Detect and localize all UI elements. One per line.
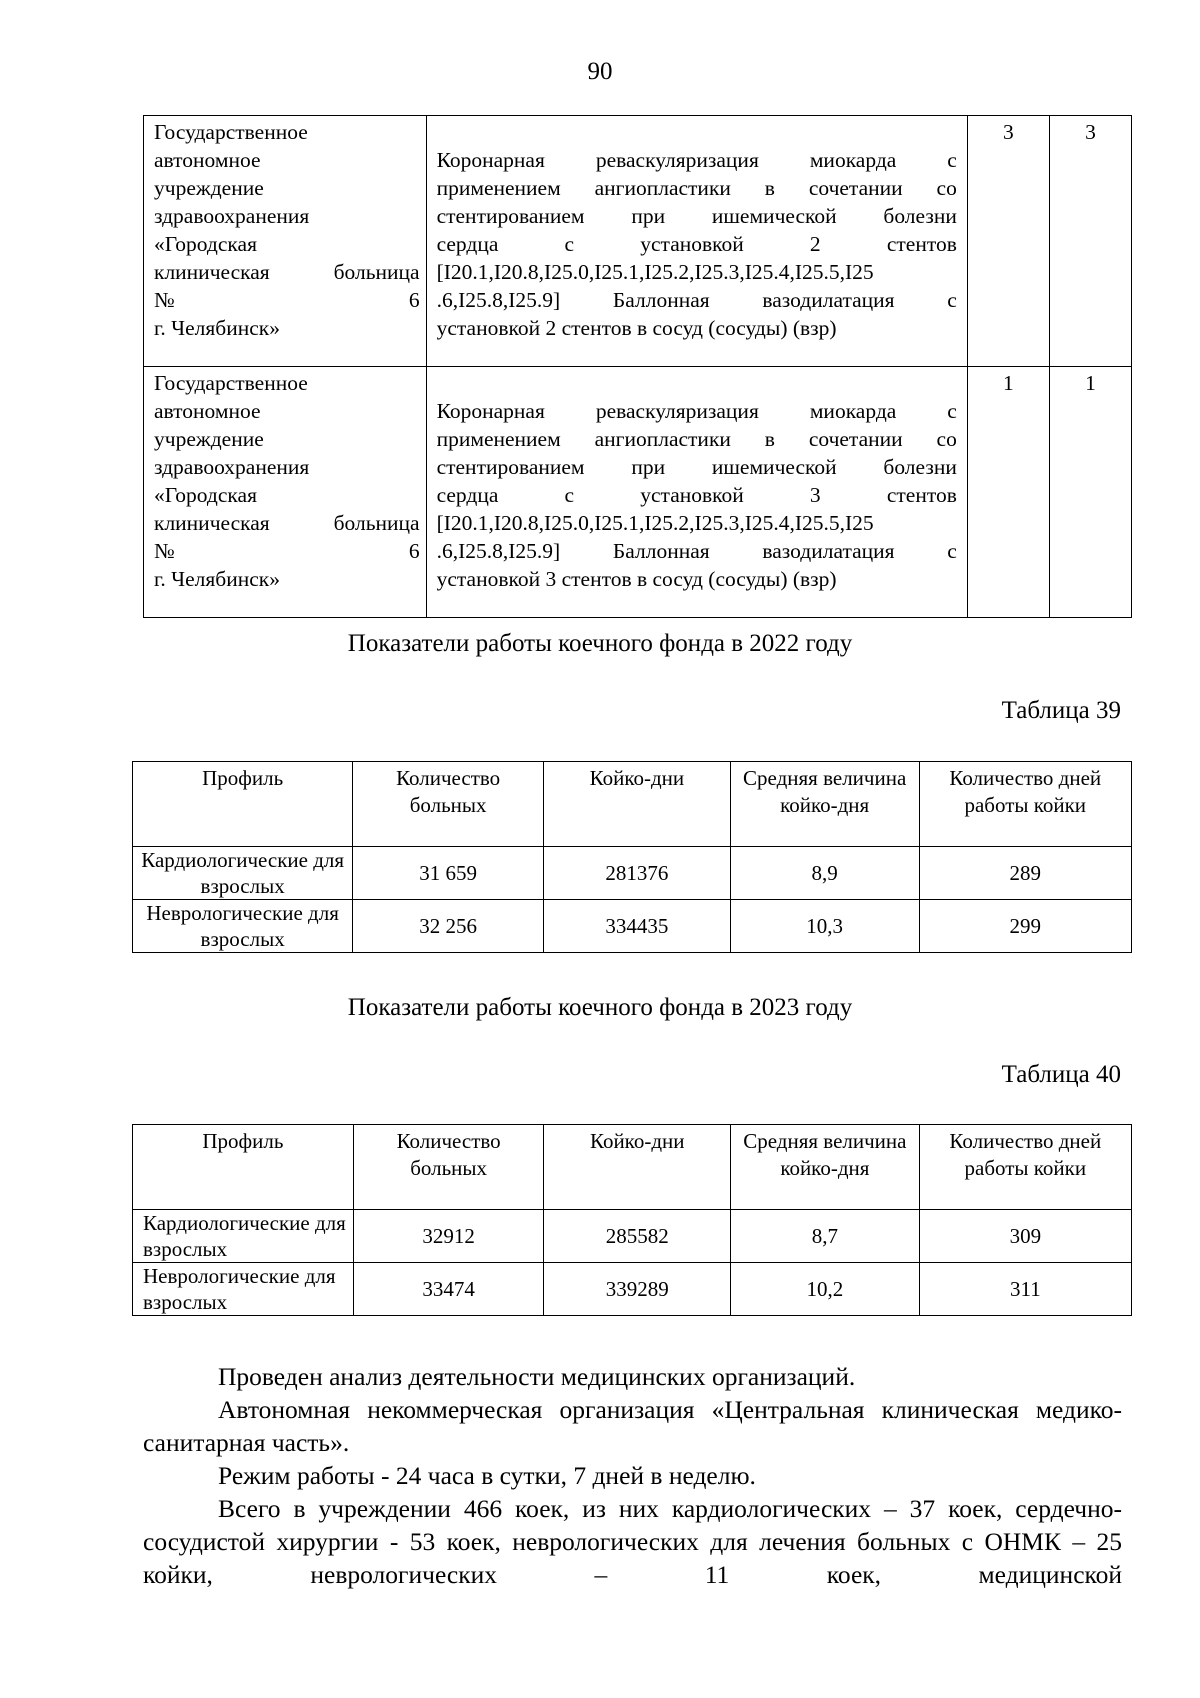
table-row [144, 367, 1132, 618]
column-header: Количество дней работы койки [919, 1125, 1131, 1210]
desc-line: .6,I25.8,I25.9] Баллонная вазодилатация с [436, 539, 957, 563]
column-header: Средняя величина койко-дня [730, 762, 919, 847]
bed-days-cell: 281376 [544, 847, 731, 900]
continuation-table [143, 115, 1132, 618]
table39-title: Показатели работы коечного фонда в 2022 году [347, 630, 853, 657]
body-paragraph: Режим работы - 24 часа в сутки, 7 дней в неделю. [218, 1461, 756, 1490]
body-paragraph: Проведен анализ деятельности медицинских организаций. [218, 1362, 856, 1391]
org-line: автономное [154, 148, 261, 172]
table-row [133, 1263, 1132, 1316]
table-header-row [133, 762, 1132, 847]
column-header: Средняя величина койко-дня [731, 1125, 920, 1210]
org-line: клиническая больница [154, 260, 420, 284]
desc-line: сердца с установкой 2 стентов [436, 232, 957, 256]
org-line: учреждение [154, 176, 264, 200]
table39 [132, 761, 1132, 953]
profile-cell: Неврологические для взрослых [133, 1263, 354, 1316]
body-paragraph: Всего в учреждении 466 коек, из них кардиологических – 37 коек, сердечно-сосудистой хирургии - 53 коек, неврологических для лечения больных с ОНМК – 25 койки, неврологических – 11 коек, медицинской [143, 1494, 1122, 1589]
desc-line: [I20.1,I20.8,I25.0,I25.1,I25.2,I25.3,I25.4,I25.5,I25 [436, 260, 874, 284]
table-row [133, 1210, 1132, 1263]
org-line: Государственное [154, 120, 308, 144]
org-line: г. Челябинск» [154, 567, 280, 591]
desc-line: стентированием при ишемической болезни [436, 204, 957, 228]
desc-line: [I20.1,I20.8,I25.0,I25.1,I25.2,I25.3,I25.4,I25.5,I25 [436, 511, 874, 535]
table-row [144, 116, 1132, 367]
bed-days-cell: 334435 [544, 900, 731, 953]
avg-cell: 10,3 [730, 900, 919, 953]
patients-cell: 33474 [353, 1263, 544, 1316]
avg-cell: 8,9 [730, 847, 919, 900]
column-header: Количество дней работы койки [919, 762, 1131, 847]
org-line: здравоохранения [154, 455, 310, 479]
desc-line: стентированием при ишемической болезни [436, 455, 957, 479]
bed-days-cell: 285582 [544, 1210, 731, 1263]
description-cell [426, 367, 967, 618]
column-header: Койко-дни [544, 762, 731, 847]
avg-cell: 8,7 [731, 1210, 920, 1263]
table-row [133, 847, 1132, 900]
column-header: Профиль [133, 762, 353, 847]
table40-caption: Таблица 40 [1001, 1061, 1121, 1088]
page-number: 90 [587, 58, 613, 85]
days-cell: 311 [919, 1263, 1131, 1316]
desc-line: применением ангиопластики в сочетании со [436, 427, 957, 451]
desc-line: установкой 3 стентов в сосуд (сосуды) (взр) [436, 567, 837, 591]
value-cell: 1 [1049, 367, 1131, 618]
avg-cell: 10,2 [731, 1263, 920, 1316]
days-cell: 299 [919, 900, 1131, 953]
org-line: автономное [154, 399, 261, 423]
org-line: № 6 [154, 288, 420, 312]
table39-caption: Таблица 39 [1001, 697, 1121, 724]
org-line: № 6 [154, 539, 420, 563]
desc-line: .6,I25.8,I25.9] Баллонная вазодилатация с [436, 288, 957, 312]
description-cell [426, 116, 967, 367]
table-row [133, 900, 1132, 953]
desc-line: сердца с установкой 3 стентов [436, 483, 957, 507]
body-paragraph: Автономная некоммерческая организация «Центральная клиническая медико-санитарная часть». [143, 1395, 1122, 1457]
table40-title: Показатели работы коечного фонда в 2023 году [347, 994, 853, 1021]
desc-line: установкой 2 стентов в сосуд (сосуды) (взр) [436, 316, 837, 340]
profile-cell: Кардиологические для взрослых [133, 847, 353, 900]
column-header: Койко-дни [544, 1125, 731, 1210]
column-header: Количество больных [353, 762, 544, 847]
org-line: клиническая больница [154, 511, 420, 535]
table-header-row [133, 1125, 1132, 1210]
value-cell: 3 [1049, 116, 1131, 367]
patients-cell: 32 256 [353, 900, 544, 953]
patients-cell: 31 659 [353, 847, 544, 900]
desc-line: применением ангиопластики в сочетании со [436, 176, 957, 200]
profile-cell: Неврологические для взрослых [133, 900, 353, 953]
org-line: г. Челябинск» [154, 316, 280, 340]
table40 [132, 1124, 1132, 1316]
value-cell: 1 [967, 367, 1049, 618]
profile-cell: Кардиологические для взрослых [133, 1210, 354, 1263]
organization-cell [144, 116, 427, 367]
value-cell: 3 [967, 116, 1049, 367]
column-header: Количество больных [353, 1125, 544, 1210]
org-line: «Городская [154, 232, 257, 256]
days-cell: 309 [919, 1210, 1131, 1263]
organization-cell [144, 367, 427, 618]
org-line: учреждение [154, 427, 264, 451]
patients-cell: 32912 [353, 1210, 544, 1263]
bed-days-cell: 339289 [544, 1263, 731, 1316]
desc-line: Коронарная реваскуляризация миокарда с [436, 399, 957, 423]
org-line: «Городская [154, 483, 257, 507]
desc-line: Коронарная реваскуляризация миокарда с [436, 148, 957, 172]
column-header: Профиль [133, 1125, 354, 1210]
org-line: Государственное [154, 371, 308, 395]
org-line: здравоохранения [154, 204, 310, 228]
days-cell: 289 [919, 847, 1131, 900]
